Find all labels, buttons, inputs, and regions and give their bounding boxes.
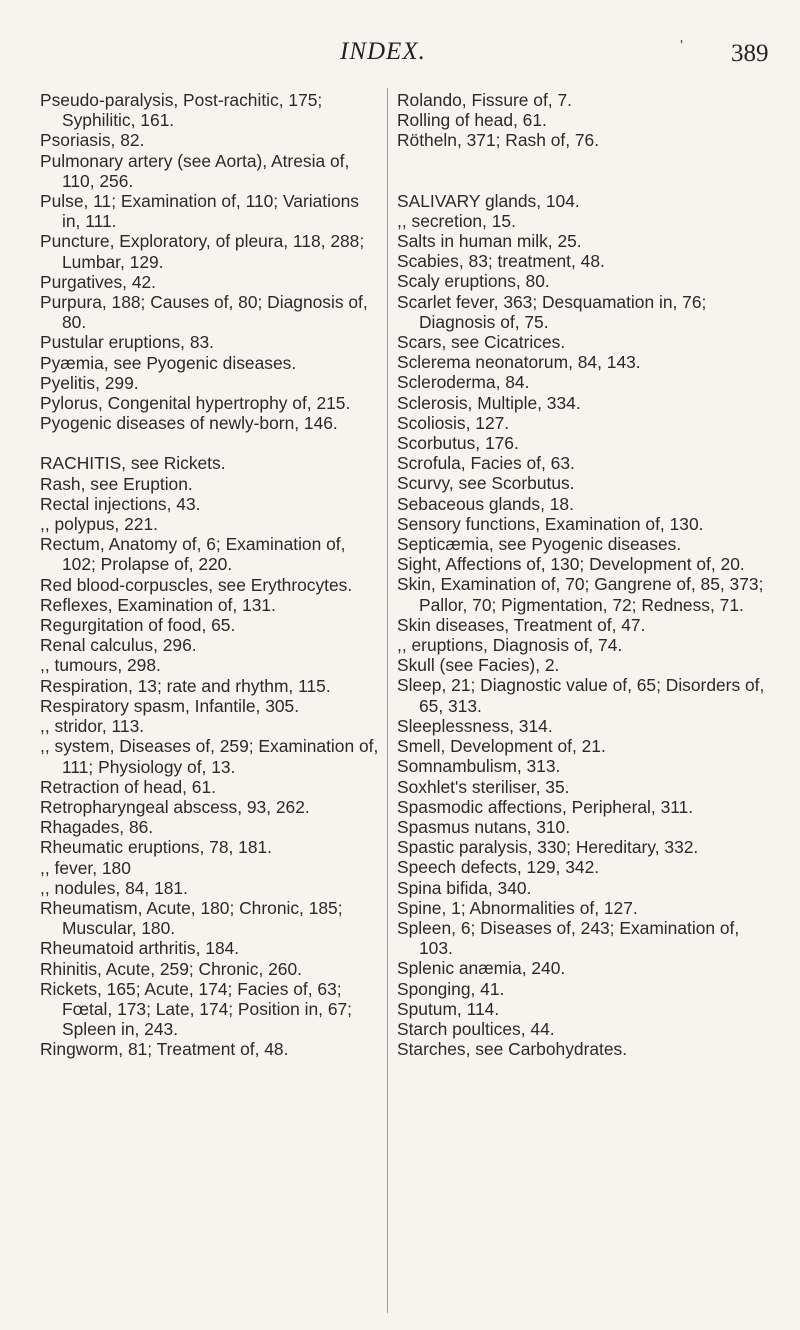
index-entry: Rhagades, 86.	[40, 817, 154, 838]
index-entry: Puncture, Exploratory, of pleura, 118, 288; Lumbar, 129.	[40, 231, 365, 272]
index-entry: SALIVARY glands, 104.	[397, 190, 580, 211]
index-entry: Reflexes, Examination of, 131.	[40, 594, 276, 615]
index-entry: Sight, Affections of, 130; Development of, 20.	[397, 554, 745, 575]
index-entry: Rash, see Eruption.	[40, 473, 193, 494]
index-entry: Psoriasis, 82.	[40, 130, 145, 151]
index-entry: Speech defects, 129, 342.	[397, 857, 600, 878]
index-entry: Starch poultices, 44.	[397, 1018, 555, 1039]
index-entry: Smell, Development of, 21.	[397, 736, 606, 757]
index-entry: Pulse, 11; Examination of, 110; Variations in, 111.	[40, 191, 360, 232]
index-entry: Skin, Examination of, 70; Gangrene of, 85, 373; Pallor, 70; Pigmentation, 72; Redness, 71.	[397, 574, 764, 615]
index-entry: Scarlet fever, 363; Desquamation in, 76; Diagnosis of, 75.	[397, 291, 707, 332]
index-entry: Soxhlet's steriliser, 35.	[397, 776, 570, 797]
index-entry: Somnambulism, 313.	[397, 756, 561, 777]
index-entry: Pulmonary artery (see Aorta), Atresia of, 110, 256.	[40, 150, 350, 191]
index-entry: ,, polypus, 221.	[40, 514, 158, 535]
index-entry: Pseudo-paralysis, Post-rachitic, 175; Syphilitic, 161.	[40, 90, 323, 131]
index-entry: Pyogenic diseases of newly-born, 146.	[40, 413, 338, 434]
index-entry: Sebaceous glands, 18.	[397, 493, 574, 514]
index-entry: Rectal injections, 43.	[40, 493, 201, 514]
index-entry: Rhinitis, Acute, 259; Chronic, 260.	[40, 958, 302, 979]
index-entry: Sputum, 114.	[397, 998, 500, 1019]
index-entry: Purgatives, 42.	[40, 271, 157, 292]
index-entry: Renal calculus, 296.	[40, 635, 197, 656]
index-entry: Spleen, 6; Diseases of, 243; Examination of, 103.	[397, 917, 740, 959]
index-entry: Spastic paralysis, 330; Hereditary, 332.	[397, 837, 699, 858]
index-entry: Spasmodic affections, Peripheral, 311.	[397, 796, 694, 817]
index-entry: Retraction of head, 61.	[40, 776, 216, 797]
index-entry: Respiratory spasm, Infantile, 305.	[40, 695, 300, 716]
index-entry: ,, tumours, 298.	[40, 655, 161, 676]
running-title: INDEX.	[340, 38, 426, 65]
index-entry: Scleroderma, 84.	[397, 372, 530, 393]
index-entry: ,, secretion, 15.	[397, 210, 516, 231]
index-entry: Sleep, 21; Diagnostic value of, 65; Disorders of, 65, 313.	[397, 675, 765, 716]
index-entry: Scoliosis, 127.	[397, 412, 510, 433]
index-entry: Septicæmia, see Pyogenic diseases.	[397, 534, 682, 555]
index-entry: Spasmus nutans, 310.	[397, 816, 571, 837]
column-divider	[387, 88, 388, 1313]
index-entry: Starches, see Carbohydrates.	[397, 1039, 628, 1060]
index-entry: Sensory functions, Examination of, 130.	[397, 513, 704, 534]
index-entry: Scrofula, Facies of, 63.	[397, 453, 575, 474]
section-gap	[397, 151, 769, 191]
page-number: 389	[731, 40, 769, 67]
index-entry: Sponging, 41.	[397, 978, 505, 999]
index-column-right	[397, 90, 769, 1059]
index-entry: Red blood-corpuscles, see Erythrocytes.	[40, 574, 353, 595]
page-header	[0, 38, 800, 78]
index-entry: Spine, 1; Abnormalities of, 127.	[397, 897, 638, 918]
index-entry: Salts in human milk, 25.	[397, 231, 582, 252]
print-mark: '	[680, 38, 684, 55]
index-entry: Skull (see Facies), 2.	[397, 655, 560, 676]
index-entry: Rheumatic eruptions, 78, 181.	[40, 837, 273, 858]
index-entry: Rectum, Anatomy of, 6; Examination of, 102; Prolapse of, 220.	[40, 534, 346, 575]
index-entry: Scorbutus, 176.	[397, 433, 519, 454]
index-entry: ,, nodules, 84, 181.	[40, 877, 188, 898]
index-entry: Scabies, 83; treatment, 48.	[397, 251, 605, 272]
index-entry: Rötheln, 371; Rash of, 76.	[397, 130, 600, 151]
index-entry: ,, system, Diseases of, 259; Examination of, 111; Physiology of, 13.	[40, 736, 379, 777]
index-entry: Rickets, 165; Acute, 174; Facies of, 63; Fœtal, 173; Late, 174; Position in, 67; Spleen in, 243.	[40, 978, 353, 1040]
index-entry: Pustular eruptions, 83.	[40, 332, 215, 353]
index-entry: Pyæmia, see Pyogenic diseases.	[40, 352, 297, 373]
index-entry: Scaly eruptions, 80.	[397, 271, 550, 292]
index-entry: Pylorus, Congenital hypertrophy of, 215.	[40, 393, 351, 414]
index-column-left	[40, 90, 382, 1060]
index-entry: Scars, see Cicatrices.	[397, 332, 566, 353]
section-gap	[40, 433, 382, 453]
index-entry: Pyelitis, 299.	[40, 372, 139, 393]
index-entry: ,, eruptions, Diagnosis of, 74.	[397, 635, 623, 656]
index-entry: Sleeplessness, 314.	[397, 715, 553, 736]
index-entry: Scurvy, see Scorbutus.	[397, 473, 575, 494]
index-entry: Spina bifida, 340.	[397, 877, 532, 898]
index-entry: Skin diseases, Treatment of, 47.	[397, 614, 646, 635]
index-entry: Regurgitation of food, 65.	[40, 615, 236, 636]
index-entry: ,, stridor, 113.	[40, 716, 145, 737]
index-entry: Splenic anæmia, 240.	[397, 958, 566, 979]
index-entry: Ringworm, 81; Treatment of, 48.	[40, 1039, 289, 1060]
index-entry: Respiration, 13; rate and rhythm, 115.	[40, 675, 331, 696]
index-entry: Rolando, Fissure of, 7.	[397, 90, 572, 110]
index-entry: RACHITIS, see Rickets.	[40, 453, 226, 474]
index-entry: Rheumatism, Acute, 180; Chronic, 185; Muscular, 180.	[40, 897, 343, 939]
index-entry: Sclerosis, Multiple, 334.	[397, 392, 581, 413]
index-entry: ,, fever, 180	[40, 857, 131, 878]
index-entry: Rheumatoid arthritis, 184.	[40, 938, 240, 959]
index-entry: Retropharyngeal abscess, 93, 262.	[40, 796, 310, 817]
index-entry: Purpura, 188; Causes of, 80; Diagnosis of, 80.	[40, 292, 368, 333]
index-entry: Rolling of head, 61.	[397, 110, 547, 131]
index-entry: Sclerema neonatorum, 84, 143.	[397, 352, 641, 373]
